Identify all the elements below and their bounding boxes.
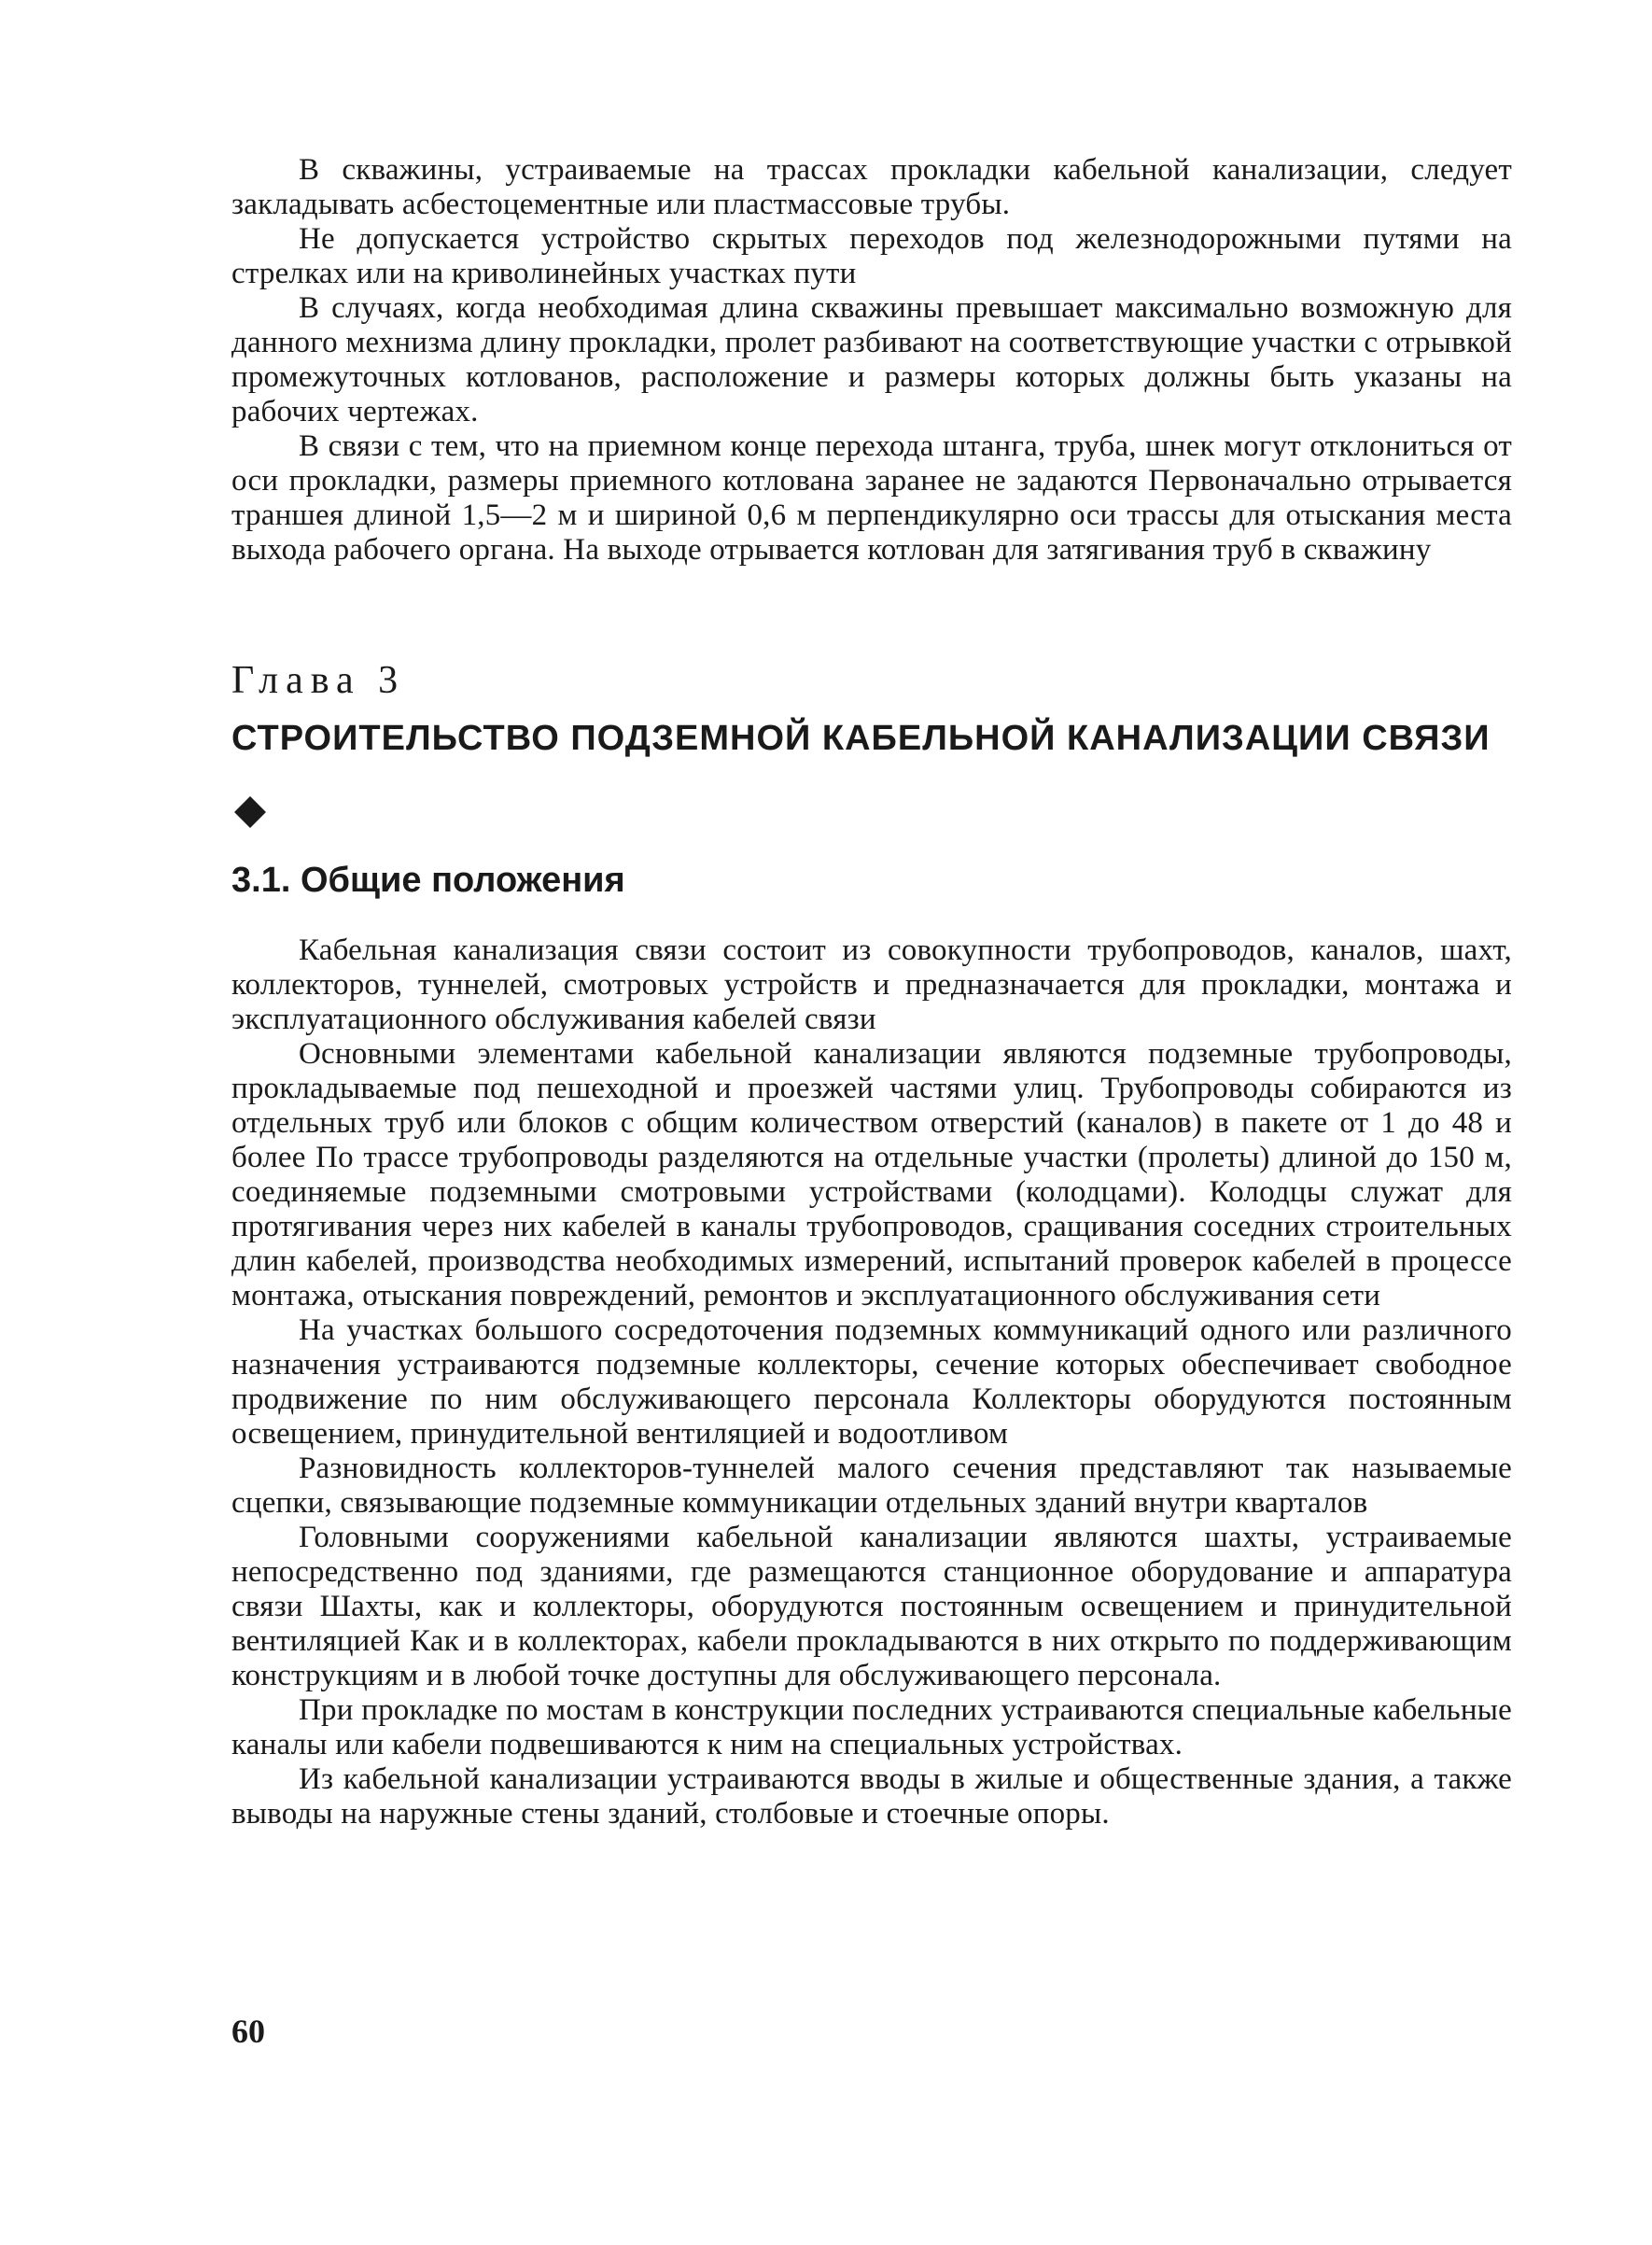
- intro-text-block: [231, 153, 1512, 568]
- chapter-label: Глава 3: [231, 659, 406, 702]
- document-page: [231, 0, 1512, 2245]
- section-paragraph-1: Кабельная канализация связи состоит из совокупности трубопроводов, каналов, шахт, коллекторов, туннелей, смотровых устройств и предназначается для прокладки, монтажа и эксплуатационного обслуживания кабелей связи: [231, 933, 1512, 1036]
- page-number: 60: [231, 2013, 265, 2050]
- section-paragraph-7: Из кабельной канализации устраиваются вводы в жилые и общественные здания, а также выводы на наружные стены зданий, столбовые и стоечные опоры.: [231, 1762, 1512, 1831]
- intro-paragraph-4: В связи с тем, что на приемном конце перехода штанга, труба, шнек могут отклониться от оси прокладки, размеры приемного котлована заранее не задаются Первоначально отрывается траншея длиной 1,5—2 м и шириной 0,6 м перпендикулярно оси трассы для отыскания места выхода рабочего органа. На выходе отрывается котлован для затягивания труб в скважину: [231, 429, 1512, 567]
- section-text-block: [231, 933, 1512, 1831]
- intro-paragraph-1: В скважины, устраиваемые на трассах прокладки кабельной канализации, следует закладывать асбестоцементные или пластмассовые трубы.: [231, 153, 1512, 221]
- section-paragraph-6: При прокладке по мостам в конструкции последних устраиваются специальные кабельные каналы или кабели подвешиваются к ним на специальных устройствах.: [231, 1693, 1512, 1761]
- intro-paragraph-3: В случаях, когда необходимая длина скважины превышает максимально возможную для данного мехнизма длину прокладки, пролет разбивают на соответствующие участки с отрывкой промежуточных котлованов, расположение и размеры которых должны быть указаны на рабочих чертежах.: [231, 291, 1512, 428]
- section-paragraph-3: На участках большого сосредоточения подземных коммуникаций одного или различного назначения устраиваются подземные коллекторы, сечение которых обеспечивает свободное продвижение по ним обслуживающего персонала Коллекторы оборудуются постоянным освещением, принудительной вентиляцией и водоотливом: [231, 1313, 1512, 1451]
- section-paragraph-2: Основными элементами кабельной канализации являются подземные трубопроводы, прокладываемые под пешеходной и проезжей частями улиц. Трубопроводы собираются из отдельных труб или блоков с общим количеством отверстий (каналов) в пакете от 1 до 48 и более По трассе трубопроводы разделяются на отдельные участки (пролеты) длиной до 150 м, соединяемые подземными смотровыми устройствами (колодцами). Колодцы служат для протягивания через них кабелей в каналы трубопроводов, сращивания соседних строительных длин кабелей, производства необходимых измерений, испытаний проверок кабелей в процессе монтажа, отыскания повреждений, ремонтов и эксплуатационного обслуживания сети: [231, 1037, 1512, 1312]
- chapter-title: СТРОИТЕЛЬСТВО ПОДЗЕМНОЙ КАБЕЛЬНОЙ КАНАЛИЗАЦИИ СВЯЗИ: [231, 719, 1491, 758]
- section-title: 3.1. Общие положения: [231, 861, 625, 900]
- section-paragraph-4: Разновидность коллекторов-туннелей малого сечения представляют так называемые сцепки, связывающие подземные коммуникации отдельных зданий внутри кварталов: [231, 1452, 1512, 1520]
- diamond-icon: [234, 796, 266, 828]
- section-paragraph-5: Головными сооружениями кабельной канализации являются шахты, устраиваемые непосредственно под зданиями, где размещаются станционное оборудование и аппаратура связи Шахты, как и коллекторы, оборудуются постоянным освещением и принудительной вентиляцией Как и в коллекторах, кабели прокладываются в них открыто по поддерживающим конструкциям и в любой точке доступны для обслуживающего персонала.: [231, 1521, 1512, 1692]
- intro-paragraph-2: Не допускается устройство скрытых переходов под железнодорожными путями на стрелках или на криволинейных участках пути: [231, 222, 1512, 290]
